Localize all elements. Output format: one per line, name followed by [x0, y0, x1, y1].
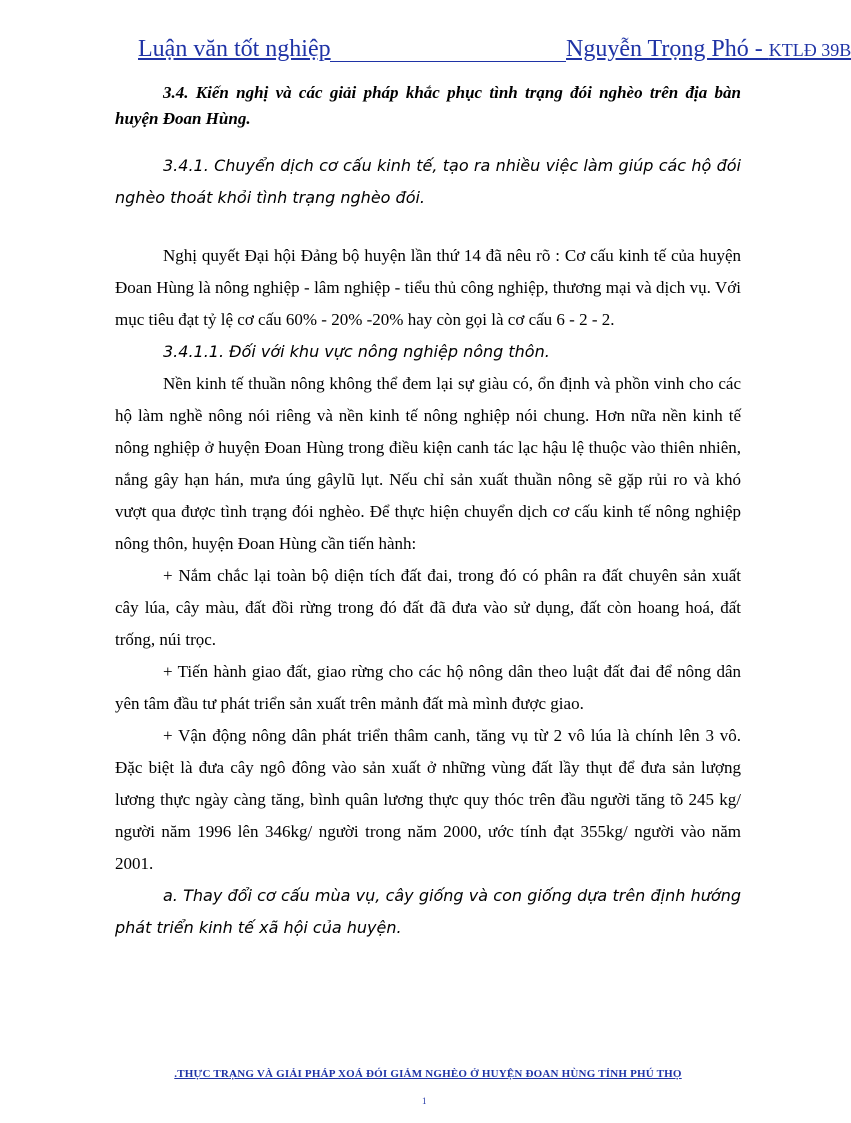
header-author-name: Nguyễn Trọng Phó - — [566, 36, 769, 62]
item-a-heading: a. Thay đổi cơ cấu mùa vụ, cây giống và con giống dựa trên định hướng phát triển kinh tế xã hội của huyện. — [115, 886, 741, 937]
header-underline — [330, 61, 566, 62]
bullet-item-2: + Tiến hành giao đất, giao rừng cho các hộ nông dân theo luật đất đai để nông dân yên tâm đầu tư phát triển sản xuất trên mảnh đất mà mình được giao. — [115, 662, 741, 713]
bullet-item-1: + Nắm chắc lại toàn bộ diện tích đất đai, trong đó có phân ra đất chuyên sản xuất cây lúa, cây màu, đất đồi rừng trong đó đất đã đưa vào sử dụng, đất còn hoang hoá, đất trống, núi trọc. — [115, 566, 741, 649]
subsubsection-heading: 3.4.1.1. Đối với khu vực nông nghiệp nông thôn. — [163, 342, 550, 361]
page-number: 1 — [422, 1096, 427, 1106]
paragraph-1: Nghị quyết Đại hội Đảng bộ huyện lần thứ 14 đã nêu rõ : Cơ cấu kinh tế của huyện Đoan Hùng là nông nghiệp - lâm nghiệp - tiểu thủ công nghiệp, thương mại và dịch vụ. Với mục tiêu đạt tỷ lệ cơ cấu 60% - 20% -20% hay còn gọi là cơ cấu 6 - 2 - 2. — [115, 246, 741, 329]
header-author — [566, 36, 851, 63]
paragraph-2: Nền kinh tế thuần nông không thể đem lại sự giàu có, ổn định và phồn vinh cho các hộ làm nghề nông nói riêng và nền kinh tế nông nghiệp nói chung. Hơn nữa nền kinh tế nông nghiệp ở huyện Đoan Hùng trong điều kiện canh tác lạc hậu lệ thuộc vào thiên nhiên, nắng gây hạn hán, mưa úng gâylũ lụt. Nếu chỉ sản xuất thuần nông sẽ gặp rủi ro và khó vượt qua được tình trạng đói nghèo. Để thực hiện chuyển dịch cơ cấu kinh tế nông nghiệp nông thôn, huyện Đoan Hùng cần tiến hành: — [115, 374, 741, 553]
bullet-item-3: + Vận động nông dân phát triển thâm canh, tăng vụ từ 2 vô lúa là chính lên 3 vô. Đặc biệt là đưa cây ngô đông vào sản xuất ở những vùng đất lầy thụt để đưa sản lượng lương thực ngày càng tăng, bình quân lương thực quy thóc trên đầu người tăng tõ 245 kg/ người năm 1996 lên 346kg/ người trong năm 2000, ước tính đạt 355kg/ người vào năm 2001. — [115, 726, 741, 873]
section-heading: 3.4. Kiến nghị và các giải pháp khắc phục tình trạng đói nghèo trên địa bàn huyện Đoan Hùng. — [115, 83, 741, 128]
header-class-code: KTLĐ 39B — [768, 40, 851, 60]
page-footer: .THỰC TRẠNG VÀ GIẢI PHÁP XOÁ ĐÓI GIẢM NGHÈO Ở HUYỆN ĐOAN HÙNG TỈNH PHÚ THỌ — [174, 1068, 682, 1080]
page-header — [138, 36, 851, 70]
header-title: Luận văn tốt nghiệp — [138, 36, 331, 62]
document-body — [115, 80, 741, 944]
subsection-heading: 3.4.1. Chuyển dịch cơ cấu kinh tế, tạo ra nhiều việc làm giúp các hộ đói nghèo thoát khỏi tình trạng nghèo đói. — [115, 156, 741, 207]
